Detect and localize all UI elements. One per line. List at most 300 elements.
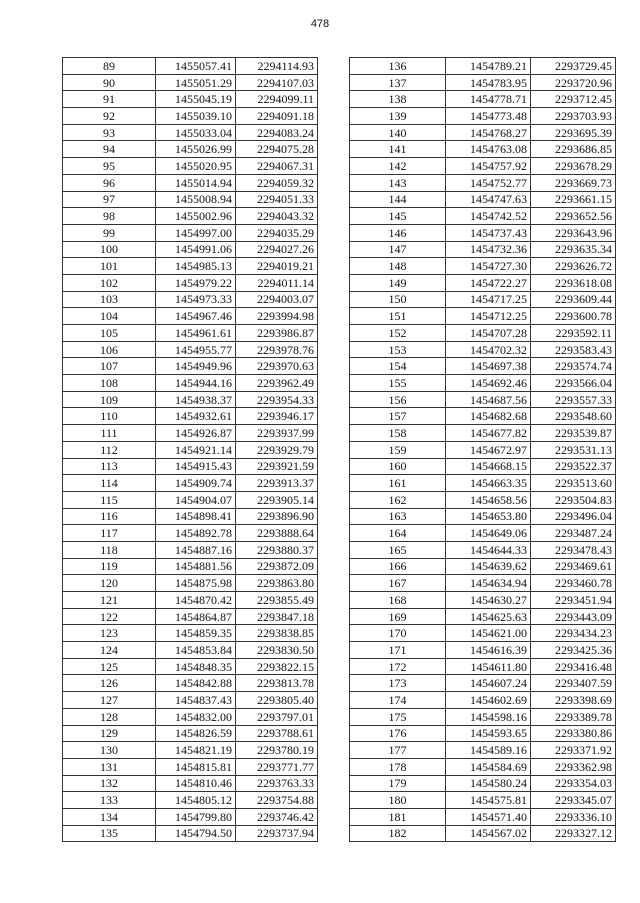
x-coordinate-cell: 1454702.32 <box>446 341 531 358</box>
point-number-cell: 108 <box>63 375 156 392</box>
x-coordinate-cell: 1454630.27 <box>446 592 531 609</box>
x-coordinate-cell: 1454826.59 <box>156 725 236 742</box>
table-row <box>350 91 616 108</box>
point-number-cell: 120 <box>63 575 156 592</box>
y-coordinate-cell: 2293954.33 <box>236 391 318 408</box>
point-number-cell: 99 <box>63 224 156 241</box>
x-coordinate-cell: 1454727.30 <box>446 258 531 275</box>
x-coordinate-cell: 1454898.41 <box>156 508 236 525</box>
y-coordinate-cell: 2293780.19 <box>236 742 318 759</box>
y-coordinate-cell: 2293539.87 <box>531 425 616 442</box>
point-number-cell: 138 <box>350 91 446 108</box>
y-coordinate-cell: 2294099.11 <box>236 91 318 108</box>
point-number-cell: 177 <box>350 742 446 759</box>
point-number-cell: 113 <box>63 458 156 475</box>
table-row <box>63 58 318 75</box>
table-row <box>63 158 318 175</box>
y-coordinate-cell: 2293729.45 <box>531 58 616 75</box>
x-coordinate-cell: 1454870.42 <box>156 592 236 609</box>
table-row <box>350 758 616 775</box>
x-coordinate-cell: 1454805.12 <box>156 792 236 809</box>
x-coordinate-cell: 1454584.69 <box>446 758 531 775</box>
table-row <box>350 775 616 792</box>
table-row <box>350 642 616 659</box>
table-row <box>350 291 616 308</box>
y-coordinate-cell: 2294114.93 <box>236 58 318 75</box>
x-coordinate-cell: 1455033.04 <box>156 124 236 141</box>
table-row <box>350 74 616 91</box>
x-coordinate-cell: 1454663.35 <box>446 475 531 492</box>
x-coordinate-cell: 1454607.24 <box>446 675 531 692</box>
x-coordinate-cell: 1454687.56 <box>446 391 531 408</box>
point-number-cell: 145 <box>350 208 446 225</box>
table-row <box>350 592 616 609</box>
table-row <box>63 325 318 342</box>
x-coordinate-cell: 1454742.52 <box>446 208 531 225</box>
x-coordinate-cell: 1454892.78 <box>156 525 236 542</box>
x-coordinate-cell: 1454848.35 <box>156 658 236 675</box>
y-coordinate-cell: 2293986.87 <box>236 325 318 342</box>
point-number-cell: 136 <box>350 58 446 75</box>
y-coordinate-cell: 2293863.80 <box>236 575 318 592</box>
point-number-cell: 96 <box>63 174 156 191</box>
y-coordinate-cell: 2293345.07 <box>531 792 616 809</box>
table-row <box>63 592 318 609</box>
point-number-cell: 159 <box>350 441 446 458</box>
x-coordinate-cell: 1454580.24 <box>446 775 531 792</box>
table-row <box>350 391 616 408</box>
table-row <box>350 325 616 342</box>
point-number-cell: 175 <box>350 708 446 725</box>
y-coordinate-cell: 2293763.33 <box>236 775 318 792</box>
x-coordinate-cell: 1454979.22 <box>156 274 236 291</box>
y-coordinate-cell: 2293609.44 <box>531 291 616 308</box>
point-number-cell: 117 <box>63 525 156 542</box>
y-coordinate-cell: 2293994.98 <box>236 308 318 325</box>
x-coordinate-cell: 1454575.81 <box>446 792 531 809</box>
table-row <box>63 608 318 625</box>
point-number-cell: 158 <box>350 425 446 442</box>
point-number-cell: 102 <box>63 274 156 291</box>
table-row <box>63 525 318 542</box>
y-coordinate-cell: 2293354.03 <box>531 775 616 792</box>
table-row <box>350 625 616 642</box>
y-coordinate-cell: 2294067.31 <box>236 158 318 175</box>
table-row <box>63 792 318 809</box>
table-row <box>350 491 616 508</box>
x-coordinate-cell: 1454915.43 <box>156 458 236 475</box>
x-coordinate-cell: 1454752.77 <box>446 174 531 191</box>
x-coordinate-cell: 1454602.69 <box>446 692 531 709</box>
y-coordinate-cell: 2293548.60 <box>531 408 616 425</box>
x-coordinate-cell: 1454567.02 <box>446 825 531 842</box>
table-row <box>63 808 318 825</box>
y-coordinate-cell: 2293592.11 <box>531 325 616 342</box>
x-coordinate-cell: 1454815.81 <box>156 758 236 775</box>
y-coordinate-cell: 2293327.12 <box>531 825 616 842</box>
y-coordinate-cell: 2294091.18 <box>236 108 318 125</box>
y-coordinate-cell: 2293695.39 <box>531 124 616 141</box>
y-coordinate-cell: 2293937.99 <box>236 425 318 442</box>
table-row <box>63 391 318 408</box>
y-coordinate-cell: 2293504.83 <box>531 491 616 508</box>
table-row <box>350 208 616 225</box>
y-coordinate-cell: 2293746.42 <box>236 808 318 825</box>
table-row <box>63 458 318 475</box>
y-coordinate-cell: 2293962.49 <box>236 375 318 392</box>
point-number-cell: 132 <box>63 775 156 792</box>
x-coordinate-cell: 1454621.00 <box>446 625 531 642</box>
point-number-cell: 179 <box>350 775 446 792</box>
x-coordinate-cell: 1454794.50 <box>156 825 236 842</box>
y-coordinate-cell: 2293618.08 <box>531 274 616 291</box>
table-row <box>350 725 616 742</box>
x-coordinate-cell: 1454921.14 <box>156 441 236 458</box>
x-coordinate-cell: 1455014.94 <box>156 174 236 191</box>
point-number-cell: 109 <box>63 391 156 408</box>
page-number: 478 <box>310 18 330 30</box>
point-number-cell: 182 <box>350 825 446 842</box>
point-number-cell: 128 <box>63 708 156 725</box>
table-row <box>63 642 318 659</box>
point-number-cell: 121 <box>63 592 156 609</box>
table-row <box>350 141 616 158</box>
point-number-cell: 91 <box>63 91 156 108</box>
point-number-cell: 157 <box>350 408 446 425</box>
y-coordinate-cell: 2294075.28 <box>236 141 318 158</box>
point-number-cell: 147 <box>350 241 446 258</box>
point-number-cell: 97 <box>63 191 156 208</box>
table-row <box>350 58 616 75</box>
table-row <box>350 742 616 759</box>
point-number-cell: 106 <box>63 341 156 358</box>
point-number-cell: 110 <box>63 408 156 425</box>
table-row <box>350 558 616 575</box>
table-row <box>63 658 318 675</box>
point-number-cell: 92 <box>63 108 156 125</box>
y-coordinate-cell: 2293771.77 <box>236 758 318 775</box>
table-row <box>350 458 616 475</box>
y-coordinate-cell: 2293600.78 <box>531 308 616 325</box>
y-coordinate-cell: 2293557.33 <box>531 391 616 408</box>
x-coordinate-cell: 1454571.40 <box>446 808 531 825</box>
table-row <box>350 658 616 675</box>
point-number-cell: 174 <box>350 692 446 709</box>
point-number-cell: 162 <box>350 491 446 508</box>
table-row <box>63 441 318 458</box>
y-coordinate-cell: 2293652.56 <box>531 208 616 225</box>
y-coordinate-cell: 2293635.34 <box>531 241 616 258</box>
y-coordinate-cell: 2293434.23 <box>531 625 616 642</box>
y-coordinate-cell: 2293626.72 <box>531 258 616 275</box>
table-row <box>63 74 318 91</box>
point-number-cell: 130 <box>63 742 156 759</box>
table-row <box>350 158 616 175</box>
table-row <box>63 141 318 158</box>
y-coordinate-cell: 2293531.13 <box>531 441 616 458</box>
y-coordinate-cell: 2294043.32 <box>236 208 318 225</box>
x-coordinate-cell: 1454757.92 <box>446 158 531 175</box>
x-coordinate-cell: 1454864.87 <box>156 608 236 625</box>
y-coordinate-cell: 2293362.98 <box>531 758 616 775</box>
table-row <box>63 742 318 759</box>
y-coordinate-cell: 2293661.15 <box>531 191 616 208</box>
x-coordinate-cell: 1455020.95 <box>156 158 236 175</box>
point-number-cell: 90 <box>63 74 156 91</box>
x-coordinate-cell: 1454967.46 <box>156 308 236 325</box>
point-number-cell: 156 <box>350 391 446 408</box>
y-coordinate-cell: 2293522.37 <box>531 458 616 475</box>
point-number-cell: 168 <box>350 592 446 609</box>
x-coordinate-cell: 1454821.19 <box>156 742 236 759</box>
table-row <box>350 808 616 825</box>
point-number-cell: 93 <box>63 124 156 141</box>
x-coordinate-cell: 1454672.97 <box>446 441 531 458</box>
x-coordinate-cell: 1454611.80 <box>446 658 531 675</box>
table-row <box>63 174 318 191</box>
x-coordinate-cell: 1454616.39 <box>446 642 531 659</box>
table-row <box>63 708 318 725</box>
table-row <box>63 408 318 425</box>
point-number-cell: 135 <box>63 825 156 842</box>
y-coordinate-cell: 2294027.26 <box>236 241 318 258</box>
x-coordinate-cell: 1455057.41 <box>156 58 236 75</box>
table-row <box>63 541 318 558</box>
x-coordinate-cell: 1454598.16 <box>446 708 531 725</box>
y-coordinate-cell: 2293487.24 <box>531 525 616 542</box>
y-coordinate-cell: 2294003.07 <box>236 291 318 308</box>
y-coordinate-cell: 2293371.92 <box>531 742 616 759</box>
x-coordinate-cell: 1454926.87 <box>156 425 236 442</box>
y-coordinate-cell: 2293460.78 <box>531 575 616 592</box>
table-row <box>63 291 318 308</box>
point-number-cell: 155 <box>350 375 446 392</box>
x-coordinate-cell: 1454747.63 <box>446 191 531 208</box>
table-row <box>63 191 318 208</box>
x-coordinate-cell: 1455051.29 <box>156 74 236 91</box>
table-row <box>63 341 318 358</box>
x-coordinate-cell: 1454763.08 <box>446 141 531 158</box>
table-row <box>350 124 616 141</box>
point-number-cell: 165 <box>350 541 446 558</box>
table-row <box>63 625 318 642</box>
point-number-cell: 116 <box>63 508 156 525</box>
point-number-cell: 124 <box>63 642 156 659</box>
table-row <box>350 308 616 325</box>
point-number-cell: 153 <box>350 341 446 358</box>
point-number-cell: 180 <box>350 792 446 809</box>
table-row <box>350 274 616 291</box>
x-coordinate-cell: 1454783.95 <box>446 74 531 91</box>
x-coordinate-cell: 1454658.56 <box>446 491 531 508</box>
table-row <box>350 258 616 275</box>
y-coordinate-cell: 2293574.74 <box>531 358 616 375</box>
point-number-cell: 119 <box>63 558 156 575</box>
x-coordinate-cell: 1454634.94 <box>446 575 531 592</box>
x-coordinate-cell: 1454778.71 <box>446 91 531 108</box>
point-number-cell: 178 <box>350 758 446 775</box>
x-coordinate-cell: 1454737.43 <box>446 224 531 241</box>
coordinates-table-left <box>62 57 318 842</box>
x-coordinate-cell: 1454697.38 <box>446 358 531 375</box>
table-row <box>63 825 318 842</box>
y-coordinate-cell: 2293946.17 <box>236 408 318 425</box>
y-coordinate-cell: 2293880.37 <box>236 541 318 558</box>
point-number-cell: 166 <box>350 558 446 575</box>
point-number-cell: 152 <box>350 325 446 342</box>
table-row <box>350 508 616 525</box>
x-coordinate-cell: 1454961.61 <box>156 325 236 342</box>
x-coordinate-cell: 1454832.00 <box>156 708 236 725</box>
x-coordinate-cell: 1454707.28 <box>446 325 531 342</box>
table-row <box>350 675 616 692</box>
y-coordinate-cell: 2293686.85 <box>531 141 616 158</box>
y-coordinate-cell: 2294059.32 <box>236 174 318 191</box>
point-number-cell: 137 <box>350 74 446 91</box>
y-coordinate-cell: 2293913.37 <box>236 475 318 492</box>
y-coordinate-cell: 2293443.09 <box>531 608 616 625</box>
y-coordinate-cell: 2293389.78 <box>531 708 616 725</box>
x-coordinate-cell: 1454955.77 <box>156 341 236 358</box>
table-row <box>63 224 318 241</box>
point-number-cell: 173 <box>350 675 446 692</box>
point-number-cell: 134 <box>63 808 156 825</box>
point-number-cell: 148 <box>350 258 446 275</box>
x-coordinate-cell: 1454985.13 <box>156 258 236 275</box>
point-number-cell: 133 <box>63 792 156 809</box>
y-coordinate-cell: 2293929.79 <box>236 441 318 458</box>
table-row <box>350 608 616 625</box>
table-row <box>63 258 318 275</box>
table-row <box>63 308 318 325</box>
x-coordinate-cell: 1455039.10 <box>156 108 236 125</box>
x-coordinate-cell: 1454593.65 <box>446 725 531 742</box>
y-coordinate-cell: 2293896.90 <box>236 508 318 525</box>
table-row <box>63 758 318 775</box>
table-row <box>350 375 616 392</box>
x-coordinate-cell: 1454677.82 <box>446 425 531 442</box>
point-number-cell: 151 <box>350 308 446 325</box>
table-row <box>350 425 616 442</box>
y-coordinate-cell: 2293398.69 <box>531 692 616 709</box>
point-number-cell: 123 <box>63 625 156 642</box>
x-coordinate-cell: 1454644.33 <box>446 541 531 558</box>
y-coordinate-cell: 2293830.50 <box>236 642 318 659</box>
table-row <box>63 725 318 742</box>
table-row <box>63 508 318 525</box>
table-row <box>350 825 616 842</box>
x-coordinate-cell: 1454653.80 <box>446 508 531 525</box>
point-number-cell: 172 <box>350 658 446 675</box>
x-coordinate-cell: 1454668.15 <box>446 458 531 475</box>
table-row <box>350 358 616 375</box>
table-row <box>63 108 318 125</box>
table-row <box>350 224 616 241</box>
y-coordinate-cell: 2293872.09 <box>236 558 318 575</box>
table-row <box>350 108 616 125</box>
table-row <box>350 174 616 191</box>
y-coordinate-cell: 2294035.29 <box>236 224 318 241</box>
x-coordinate-cell: 1454904.07 <box>156 491 236 508</box>
point-number-cell: 114 <box>63 475 156 492</box>
x-coordinate-cell: 1454732.36 <box>446 241 531 258</box>
y-coordinate-cell: 2293678.29 <box>531 158 616 175</box>
point-number-cell: 144 <box>350 191 446 208</box>
y-coordinate-cell: 2294083.24 <box>236 124 318 141</box>
point-number-cell: 160 <box>350 458 446 475</box>
y-coordinate-cell: 2293813.78 <box>236 675 318 692</box>
x-coordinate-cell: 1454789.21 <box>446 58 531 75</box>
table-row <box>350 708 616 725</box>
y-coordinate-cell: 2293905.14 <box>236 491 318 508</box>
x-coordinate-cell: 1454712.25 <box>446 308 531 325</box>
table-row <box>350 241 616 258</box>
y-coordinate-cell: 2293703.93 <box>531 108 616 125</box>
point-number-cell: 154 <box>350 358 446 375</box>
table-row <box>63 775 318 792</box>
x-coordinate-cell: 1454991.06 <box>156 241 236 258</box>
x-coordinate-cell: 1454875.98 <box>156 575 236 592</box>
table-row <box>63 491 318 508</box>
point-number-cell: 127 <box>63 692 156 709</box>
point-number-cell: 161 <box>350 475 446 492</box>
point-number-cell: 112 <box>63 441 156 458</box>
x-coordinate-cell: 1454589.16 <box>446 742 531 759</box>
point-number-cell: 146 <box>350 224 446 241</box>
y-coordinate-cell: 2293805.40 <box>236 692 318 709</box>
point-number-cell: 143 <box>350 174 446 191</box>
y-coordinate-cell: 2293855.49 <box>236 592 318 609</box>
y-coordinate-cell: 2293566.04 <box>531 375 616 392</box>
table-row <box>63 692 318 709</box>
table-row <box>350 575 616 592</box>
point-number-cell: 149 <box>350 274 446 291</box>
table-row <box>63 124 318 141</box>
table-row <box>63 425 318 442</box>
x-coordinate-cell: 1454909.74 <box>156 475 236 492</box>
y-coordinate-cell: 2293788.61 <box>236 725 318 742</box>
x-coordinate-cell: 1454799.80 <box>156 808 236 825</box>
y-coordinate-cell: 2293847.18 <box>236 608 318 625</box>
point-number-cell: 171 <box>350 642 446 659</box>
x-coordinate-cell: 1455026.99 <box>156 141 236 158</box>
x-coordinate-cell: 1454625.63 <box>446 608 531 625</box>
table-row <box>350 475 616 492</box>
point-number-cell: 100 <box>63 241 156 258</box>
point-number-cell: 167 <box>350 575 446 592</box>
y-coordinate-cell: 2293380.86 <box>531 725 616 742</box>
y-coordinate-cell: 2293407.59 <box>531 675 616 692</box>
y-coordinate-cell: 2293888.64 <box>236 525 318 542</box>
x-coordinate-cell: 1454842.88 <box>156 675 236 692</box>
y-coordinate-cell: 2294051.33 <box>236 191 318 208</box>
y-coordinate-cell: 2293513.60 <box>531 475 616 492</box>
x-coordinate-cell: 1454944.16 <box>156 375 236 392</box>
y-coordinate-cell: 2293478.43 <box>531 541 616 558</box>
y-coordinate-cell: 2293822.15 <box>236 658 318 675</box>
y-coordinate-cell: 2293720.96 <box>531 74 616 91</box>
x-coordinate-cell: 1454692.46 <box>446 375 531 392</box>
x-coordinate-cell: 1454938.37 <box>156 391 236 408</box>
table-row <box>63 208 318 225</box>
table-row <box>350 441 616 458</box>
x-coordinate-cell: 1454717.25 <box>446 291 531 308</box>
x-coordinate-cell: 1455045.19 <box>156 91 236 108</box>
x-coordinate-cell: 1454932.61 <box>156 408 236 425</box>
x-coordinate-cell: 1454639.62 <box>446 558 531 575</box>
point-number-cell: 115 <box>63 491 156 508</box>
x-coordinate-cell: 1454768.27 <box>446 124 531 141</box>
